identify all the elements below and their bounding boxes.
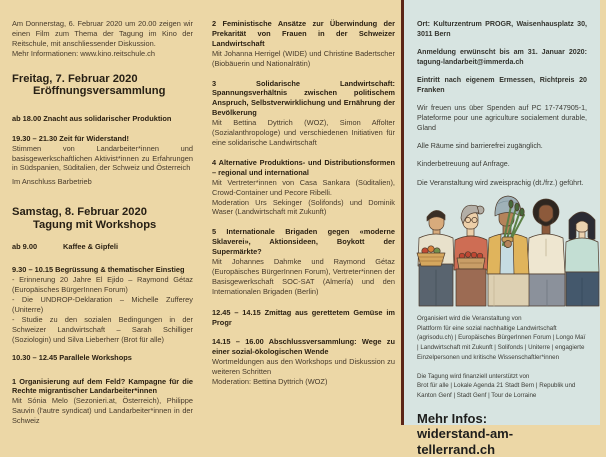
info-panel bbox=[404, 0, 600, 457]
organizers-list: Plattform für eine sozial nachhaltige Landwirtschaft (agrisodu.ch) | Europäisches BürgerInnen Forum | Longo Maï | Landwirtschaft mit Zukunft | Solifonds | Uniterre | engagierte Einzelpersonen und kritische Wissenschaftler*innen bbox=[417, 324, 586, 361]
abschluss-moderation: Moderation: Bettina Dyttrich (WOZ) bbox=[212, 377, 328, 387]
program-item-znacht: ab 18.00 Znacht aus solidarischer Produktion bbox=[12, 113, 172, 123]
more-info-block bbox=[417, 411, 587, 457]
workshop4-moderation: Moderation Urs Sekinger (Solifonds) und Dominik Waser (Landwirtschaft mit Zukunft) bbox=[212, 197, 395, 217]
program-item-widerstand bbox=[12, 134, 193, 174]
workshop-item-2 bbox=[212, 19, 395, 69]
bilingual-note: Die Veranstaltung wird zweisprachig (dt./frz.) geführt. bbox=[417, 179, 584, 187]
widerstand-body: Stimmen von Landarbeiter*innen und basisgewerkschaftlichen Aktivist*innen zu Erfahrungen in Südspanien, Süditalien, der Schweiz und Österreich bbox=[12, 143, 193, 173]
friday-date: Freitag, 7. Februar 2020 bbox=[12, 72, 138, 85]
workshop4-body: Mit Vertreter*innen von Casa Sankara (Süditalien), Crowd-Container und Pecore Ribelli. bbox=[212, 177, 395, 197]
workshop2-body: Mit Johanna Herrigel (WIDE) und Christine Badertscher (Biobäuerin und Nationalrätin) bbox=[212, 48, 395, 68]
workshop-item-3 bbox=[212, 79, 395, 148]
person-headwrap-greens bbox=[487, 196, 529, 306]
workshops-header: 10.30 – 12.45 Parallele Workshops bbox=[12, 352, 132, 362]
begruessung-bullet: - Studie zu den sozialen Bedingungen in der Schweizer Landwirtschaft – Sarah Schilliger (Soziologin) und Silva Lieberherr (Brot für alle) bbox=[12, 314, 193, 344]
film-announcement-info: Mehr Informationen: www.kino.reitschule.ch bbox=[12, 48, 155, 58]
workshop-item-4 bbox=[212, 158, 395, 217]
program-item-kaffee bbox=[12, 242, 193, 252]
childcare-note: Kinderbetreuung auf Anfrage. bbox=[417, 160, 510, 168]
person-woman-bob bbox=[565, 212, 599, 306]
workshop1-title: 1 Organisierung auf dem Feld? Kampagne für die Rechte migrantischer Landarbeiter*innen bbox=[12, 376, 193, 396]
workshop-item-5 bbox=[212, 227, 395, 296]
funders-list: Brot für alle | Lokale Agenda 21 Stadt Bern | Republik und Kanton Genf | Stadt Genf | Tour de Lorraine bbox=[417, 382, 576, 399]
workshop5-body: Mit Johannes Dahmke und Raymond Gétaz (Europäisches BürgerInnen Forum), Vertreter*innen der Basisgewerkschaft SOC-SAT (Almería) und den Internationalen Brigaden (Berlin) bbox=[212, 257, 395, 296]
more-info-url: widerstand-am-tellerrand.ch bbox=[417, 426, 514, 457]
widerstand-title: 19.30 – 21.30 Zeit für Widerstand! bbox=[12, 133, 129, 143]
barbetrieb-note: Im Anschluss Barbetrieb bbox=[12, 177, 92, 187]
venue-address: Ort: Kulturzentrum PROGR, Waisenhausplatz 30, 3011 Bern bbox=[417, 20, 587, 38]
program-item-begruessung bbox=[12, 265, 193, 344]
begruessung-title: 9.30 – 10.15 Begrüssung & thematischer Einstieg bbox=[12, 265, 185, 275]
abschluss-body: Wortmeldungen aus den Workshops und Diskussion zu weiteren Schritten bbox=[212, 357, 395, 377]
registration-note: Anmeldung erwünscht bis am 31. Januar 2020: tagung-landarbeit@immerda.ch bbox=[417, 48, 587, 66]
film-announcement: Am Donnerstag, 6. Februar 2020 um 20.00 zeigen wir einen Film zum Thema der Tagung im Kino der Reitschule, mit anschliessender Diskussion. bbox=[12, 19, 193, 48]
saturday-title: Tagung mit Workshops bbox=[33, 218, 157, 231]
workshop3-title: 3 Solidarische Landwirtschaft: Spannungsverhältnis zwischen politischem Anspruch, Selbstverwirklichung und Ernährung der Bevölkerung bbox=[212, 78, 395, 118]
workshop2-title: 2 Feministische Ansätze zur Überwindung der Prekarität von Frauen in der Schweizer Landwirtschaft bbox=[212, 19, 395, 48]
saturday-date: Samstag, 8. Februar 2020 bbox=[12, 206, 147, 219]
begruessung-bullet: - Erinnerung 20 Jahre El Ejido – Raymond Gétaz (Europäisches BürgerInnen Forum) bbox=[12, 275, 193, 295]
more-info-label: Mehr Infos: bbox=[417, 410, 488, 426]
person-man-beard bbox=[527, 199, 565, 306]
workshop1-body: Mit Sónia Melo (Sezonieri.at, Österreich), Philippe Sauvin (l'autre syndicat) und Landarbeiter*innen in der Schweiz bbox=[12, 396, 193, 426]
friday-header bbox=[12, 73, 193, 98]
abschluss-title: 14.15 – 16.00 Abschlussversammlung: Wege zu einer sozial-ökologischen Wende bbox=[212, 337, 395, 357]
donation-note: Wir freuen uns über Spenden auf PC 17-747905-1, Plateforme pour une agriculture socialement durable, Gland bbox=[417, 104, 587, 132]
accessibility-note: Alle Räume sind barrierefrei zugänglich. bbox=[417, 142, 543, 150]
program-item-zmittag: 12.45 – 14.15 Zmittag aus gerettetem Gemüse im Progr bbox=[212, 307, 395, 327]
organizers-label: Organisiert wird die Veranstaltung von bbox=[417, 315, 522, 322]
person-woman-glasses bbox=[454, 205, 488, 306]
kaffee-label: Kaffee & Gipfeli bbox=[63, 242, 119, 252]
column-left bbox=[12, 19, 193, 426]
workshop4-title: 4 Alternative Produktions- und Distributionsformen – regional und international bbox=[212, 157, 395, 177]
illustration-container bbox=[410, 190, 587, 311]
person-man-basket bbox=[417, 210, 454, 306]
saturday-header bbox=[12, 206, 193, 231]
column-middle bbox=[212, 19, 395, 387]
workshop-item-1 bbox=[12, 377, 193, 427]
begruessung-bullet: - Die UNDROP-Deklaration – Michelle Zufferey (Uniterre) bbox=[12, 295, 193, 314]
workshop3-body: Mit Bettina Dyttrich (WOZ), Simon Affolter (Sozialanthropologe) und verschiedenen Initiativen für eine solidarische Landwirtschaft bbox=[212, 118, 395, 147]
friday-title: Eröffnungsversammlung bbox=[33, 85, 166, 98]
kaffee-time: ab 9.00 bbox=[12, 242, 38, 252]
workshop5-title: 5 Internationale Brigaden gegen «moderne Sklaverei», Aktionsideen, Boykott der Supermärkte? bbox=[212, 227, 395, 257]
entry-fee-note: Eintritt nach eigenem Ermessen, Richtpreis 20 Franken bbox=[417, 76, 587, 94]
funders-label: Die Tagung wird finanziell unterstützt von bbox=[417, 372, 530, 380]
people-illustration bbox=[410, 190, 606, 306]
program-item-abschluss bbox=[212, 337, 395, 387]
